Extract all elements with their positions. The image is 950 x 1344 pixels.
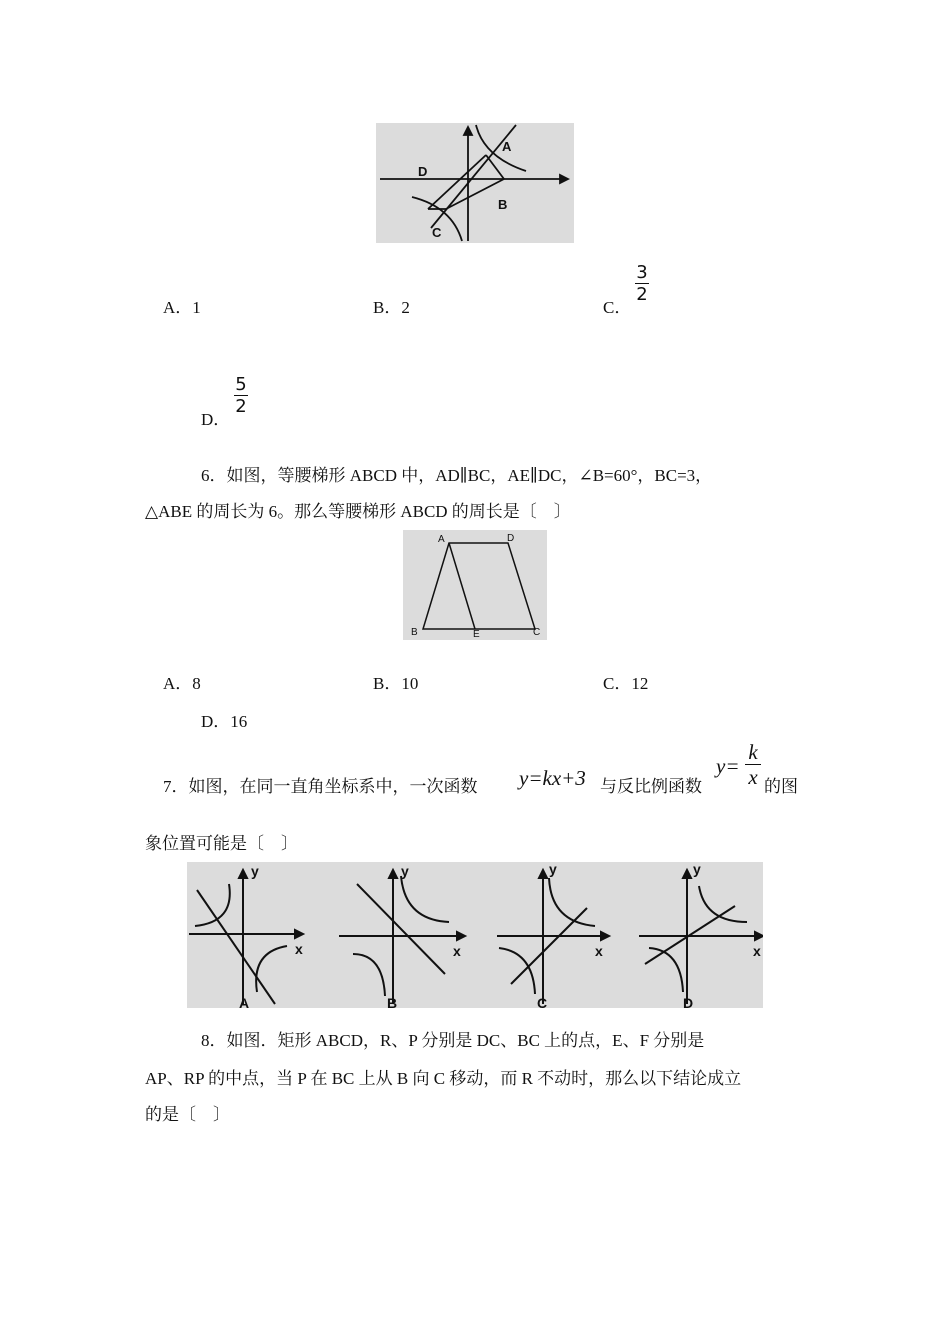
q6-fig-label: A bbox=[438, 534, 445, 545]
q6-option-b bbox=[373, 669, 418, 694]
q7-panel-label: C bbox=[537, 995, 548, 1008]
fraction-numerator: k bbox=[748, 740, 758, 764]
fraction-denominator: 2 bbox=[636, 284, 648, 305]
q7-axis-y-label: y bbox=[401, 863, 409, 879]
q5-option-d-fraction bbox=[234, 375, 248, 416]
q8-text-line3: 的是〔 〕 bbox=[145, 1105, 230, 1124]
q7-axis-y-label: y bbox=[251, 863, 259, 879]
q5-option-d bbox=[201, 405, 230, 430]
q6-fig-label: E bbox=[473, 629, 480, 640]
q8-text-line1: 8．如图．矩形 ABCD，R、P 分别是 DC、BC 上的点，E、F 分别是 bbox=[201, 1031, 705, 1050]
q5-option-value: 1 bbox=[192, 298, 201, 317]
q5-option-a bbox=[163, 293, 201, 318]
q6-fig-label: B bbox=[411, 627, 418, 638]
q6-figure bbox=[403, 530, 547, 640]
q6-option-d bbox=[201, 707, 247, 732]
q6-option-value: 10 bbox=[401, 674, 419, 693]
fraction-numerator: 3 bbox=[636, 262, 648, 283]
q7-text-line2: 象位置可能是〔 〕 bbox=[145, 834, 298, 853]
q7-panel-label: B bbox=[387, 995, 398, 1008]
q6-option-letter: B． bbox=[373, 674, 402, 693]
q7-text-suffix: 的图 bbox=[764, 777, 798, 796]
q7-axis-x-label: x bbox=[453, 943, 461, 959]
q6-option-letter: D． bbox=[201, 712, 231, 731]
q7-axis-y-label: y bbox=[693, 862, 701, 877]
q5-fig-label: D bbox=[418, 164, 428, 179]
q7-inverse-lhs: y= bbox=[716, 754, 740, 778]
q7-axis-x-label: x bbox=[595, 943, 603, 959]
q6-fig-label: C bbox=[533, 627, 541, 638]
q7-axis-y-label: y bbox=[549, 862, 557, 877]
q5-option-letter: C． bbox=[603, 298, 632, 317]
q5-option-letter: D． bbox=[201, 410, 231, 429]
fraction-denominator: x bbox=[748, 765, 758, 789]
q7-panel-label: A bbox=[239, 995, 250, 1008]
q6-option-value: 16 bbox=[230, 712, 248, 731]
q5-fig-label: B bbox=[498, 197, 508, 212]
q5-figure bbox=[376, 123, 574, 243]
q5-option-letter: B． bbox=[373, 298, 402, 317]
q5-fig-label: A bbox=[502, 139, 512, 154]
q5-option-value: 2 bbox=[401, 298, 410, 317]
q5-option-c bbox=[603, 293, 631, 318]
q7-axis-x-label: x bbox=[753, 943, 761, 959]
q6-option-letter: A． bbox=[163, 674, 193, 693]
q5-option-b bbox=[373, 293, 410, 318]
q7-panel-label: D bbox=[683, 995, 694, 1008]
q6-option-value: 8 bbox=[192, 674, 201, 693]
q6-option-c bbox=[603, 669, 648, 694]
q7-figure bbox=[187, 862, 763, 1008]
q7-inverse-fraction bbox=[745, 741, 761, 788]
q7-text-prefix: 7．如图，在同一直角坐标系中，一次函数 bbox=[163, 777, 478, 796]
q6-text-line2: △ABE 的周长为 6。那么等腰梯形 ABCD 的周长是〔 〕 bbox=[145, 502, 571, 521]
q5-option-letter: A． bbox=[163, 298, 193, 317]
fraction-denominator: 2 bbox=[235, 396, 247, 417]
q6-option-a bbox=[163, 669, 201, 694]
q6-fig-label: D bbox=[507, 533, 515, 544]
q7-axis-x-label: x bbox=[295, 941, 303, 957]
q7-text-middle: 与反比例函数 bbox=[600, 777, 702, 796]
q5-option-c-fraction bbox=[635, 263, 649, 304]
q6-text-line1: 6．如图，等腰梯形 ABCD 中，AD∥BC，AE∥DC，∠B=60°，BC=3， bbox=[201, 466, 713, 485]
q8-text-line2: AP、RP 的中点，当 P 在 BC 上从 B 向 C 移动，而 R 不动时，那么以下结论成立 bbox=[145, 1069, 742, 1088]
q6-option-letter: C． bbox=[603, 674, 632, 693]
q5-fig-label: C bbox=[432, 225, 442, 240]
q7-linear-formula: y=kx+3 bbox=[519, 766, 586, 790]
q6-option-value: 12 bbox=[631, 674, 649, 693]
fraction-numerator: 5 bbox=[235, 374, 247, 395]
